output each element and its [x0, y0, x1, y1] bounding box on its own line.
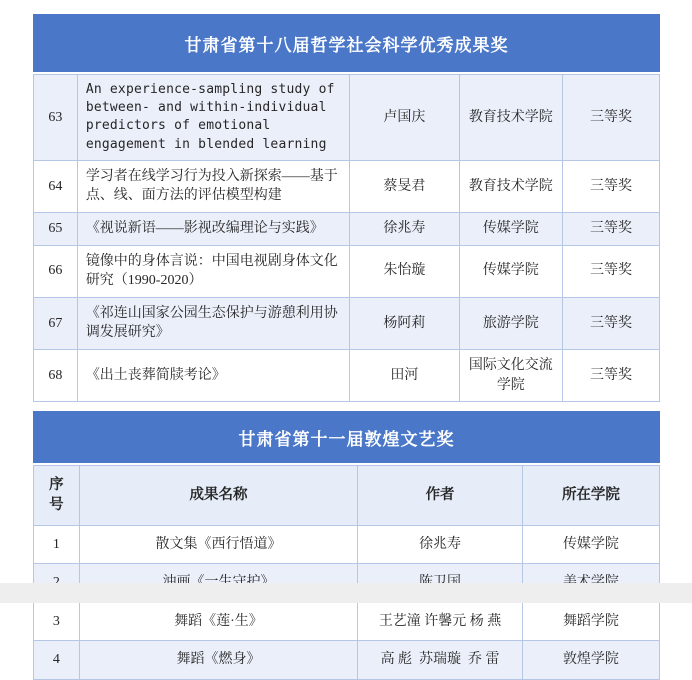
- college-cell: 舞蹈学院: [522, 602, 659, 641]
- achievement-title-cell: 《出土丧葬简牍考论》: [77, 349, 349, 401]
- column-header-author: 作者: [358, 466, 523, 526]
- philosophy-awards-section: [33, 14, 660, 402]
- table-row: [34, 160, 660, 212]
- philosophy-awards-table-body: [34, 75, 660, 402]
- achievement-title-cell: 散文集《西行悟道》: [79, 525, 358, 564]
- column-header-number: 序号: [34, 466, 80, 526]
- college-cell: 敦煌学院: [522, 641, 659, 680]
- college-cell: 旅游学院: [459, 297, 562, 349]
- college-cell: 传媒学院: [459, 212, 562, 245]
- award-level-cell: 三等奖: [562, 212, 659, 245]
- column-header-college: 所在学院: [522, 466, 659, 526]
- header-row: [34, 466, 660, 526]
- achievement-title-cell: 舞蹈《燃身》: [79, 641, 358, 680]
- achievement-title-cell: 镜像中的身体言说：中国电视剧身体文化研究（1990-2020）: [77, 245, 349, 297]
- achievement-title-cell: An experience-sampling study of between- and within-individual predictors of emotional engagement in blended learning: [77, 75, 349, 161]
- dunhuang-awards-section: [33, 411, 660, 680]
- row-number-cell: 67: [34, 297, 78, 349]
- author-cell: 朱怡璇: [350, 245, 460, 297]
- table-row: [34, 602, 660, 641]
- college-cell: 国际文化交流学院: [459, 349, 562, 401]
- author-cell: 徐兆寿: [350, 212, 460, 245]
- column-header-achievement: 成果名称: [79, 466, 358, 526]
- row-number-cell: 66: [34, 245, 78, 297]
- table-row: [34, 349, 660, 401]
- table-row: [34, 525, 660, 564]
- college-cell: 传媒学院: [459, 245, 562, 297]
- award-level-cell: 三等奖: [562, 245, 659, 297]
- row-number-cell: 4: [34, 641, 80, 680]
- row-number-cell: 64: [34, 160, 78, 212]
- achievement-title-cell: 《祁连山国家公园生态保护与游憩利用协调发展研究》: [77, 297, 349, 349]
- college-cell: 教育技术学院: [459, 160, 562, 212]
- author-cell: 高 彪 苏瑞璇 乔 雷: [358, 641, 523, 680]
- college-cell: 传媒学院: [522, 525, 659, 564]
- award-level-cell: 三等奖: [562, 75, 659, 161]
- dunhuang-awards-table-header: [34, 466, 660, 526]
- achievement-title-cell: 舞蹈《莲·生》: [79, 602, 358, 641]
- author-cell: 徐兆寿: [358, 525, 523, 564]
- award-level-cell: 三等奖: [562, 160, 659, 212]
- table-row: [34, 212, 660, 245]
- dunhuang-awards-table: [33, 465, 660, 680]
- table-row: [34, 641, 660, 680]
- table-row: [34, 297, 660, 349]
- dunhuang-awards-title-banner: 甘肃省第十一届敦煌文艺奖: [33, 411, 660, 463]
- award-level-cell: 三等奖: [562, 349, 659, 401]
- author-cell: 田河: [350, 349, 460, 401]
- section-divider-gap: [33, 402, 660, 411]
- achievement-title-cell: 《视说新语——影视改编理论与实践》: [77, 212, 349, 245]
- table-row: [34, 75, 660, 161]
- table-row: [34, 245, 660, 297]
- achievement-title-cell: 学习者在线学习行为投入新探索——基于点、线、面方法的评估模型构建: [77, 160, 349, 212]
- philosophy-awards-table: [33, 74, 660, 402]
- author-cell: 蔡旻君: [350, 160, 460, 212]
- row-number-cell: 3: [34, 602, 80, 641]
- author-cell: 王艺潼 许馨元 杨 燕: [358, 602, 523, 641]
- row-number-cell: 65: [34, 212, 78, 245]
- row-number-cell: 68: [34, 349, 78, 401]
- award-level-cell: 三等奖: [562, 297, 659, 349]
- row-number-cell: 1: [34, 525, 80, 564]
- author-cell: 杨阿莉: [350, 297, 460, 349]
- page-bottom-margin: [0, 583, 692, 603]
- philosophy-awards-title-banner: 甘肃省第十八届哲学社会科学优秀成果奖: [33, 14, 660, 72]
- author-cell: 卢国庆: [350, 75, 460, 161]
- college-cell: 教育技术学院: [459, 75, 562, 161]
- row-number-cell: 63: [34, 75, 78, 161]
